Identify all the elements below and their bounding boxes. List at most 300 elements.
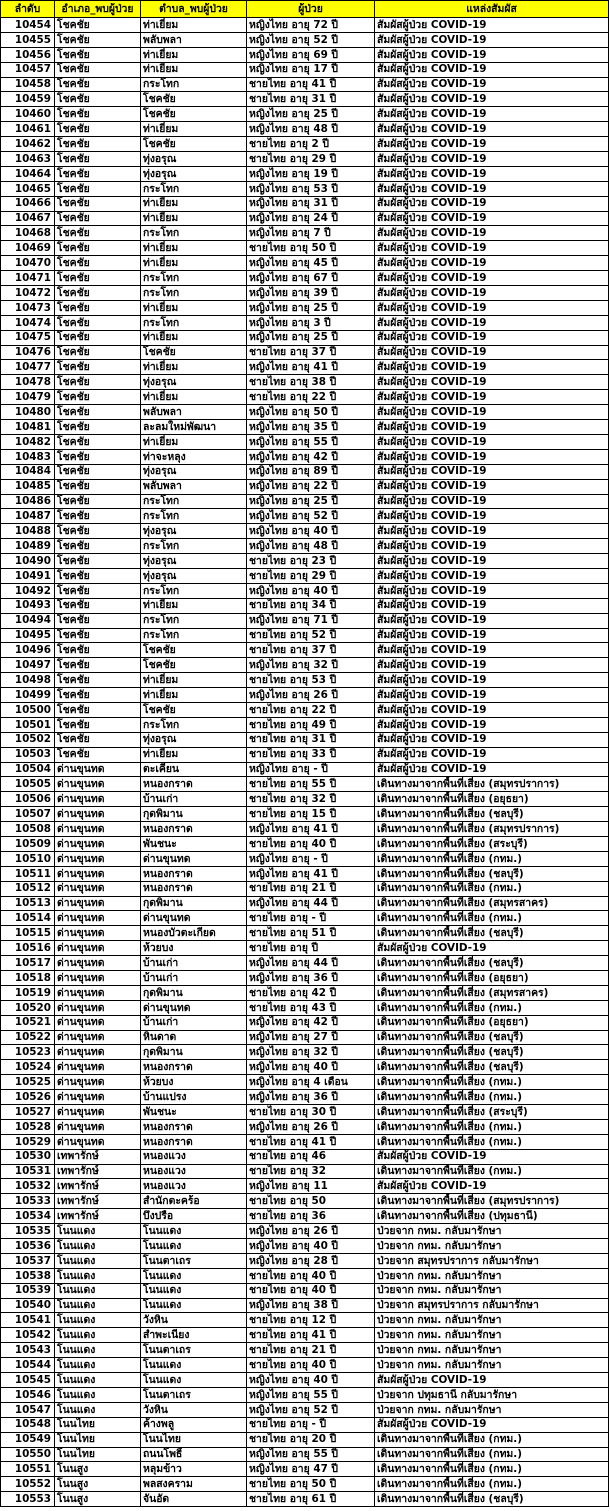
- table-row: [1, 1298, 609, 1313]
- cell-order: 10478: [1, 375, 55, 390]
- cell-district: โนนไทย: [55, 1432, 141, 1447]
- cell-patient: หญิงไทย อายุ 41 ปี: [247, 822, 375, 837]
- cell-patient: ชายไทย อายุ 32: [247, 1164, 375, 1179]
- table-row: [1, 137, 609, 152]
- cell-district: โชคชัย: [55, 77, 141, 92]
- cell-order: 10526: [1, 1090, 55, 1105]
- cell-subdistrict: หนองบัวตะเกียด: [141, 926, 247, 941]
- table-row: [1, 777, 609, 792]
- cell-source: เดินทางมาจากพื้นที่เสี่ยง (สมุทรปราการ): [375, 1194, 609, 1209]
- cell-subdistrict: พันชนะ: [141, 1105, 247, 1120]
- cell-subdistrict: กระโทก: [141, 77, 247, 92]
- table-row: [1, 524, 609, 539]
- cell-source: เดินทางมาจากพื้นที่เสี่ยง (กทม.): [375, 1432, 609, 1447]
- cell-subdistrict: หนองกราด: [141, 881, 247, 896]
- cell-source: เดินทางมาจากพื้นที่เสี่ยง (กทม.): [375, 1119, 609, 1134]
- cell-order: 10506: [1, 792, 55, 807]
- cell-subdistrict: กระโทก: [141, 181, 247, 196]
- cell-order: 10466: [1, 196, 55, 211]
- cell-patient: หญิงไทย อายุ 19 ปี: [247, 166, 375, 181]
- table-row: [1, 1492, 609, 1507]
- cell-order: 10527: [1, 1105, 55, 1120]
- cell-subdistrict: ถนนโพธิ์: [141, 1447, 247, 1462]
- cell-patient: หญิงไทย อายุ 35 ปี: [247, 420, 375, 435]
- cell-order: 10512: [1, 881, 55, 896]
- table-row: [1, 256, 609, 271]
- cell-source: สัมผัสผู้ป่วย COVID-19: [375, 464, 609, 479]
- cell-subdistrict: ท่าเยี่ยม: [141, 62, 247, 77]
- cell-district: ด่านขุนทด: [55, 896, 141, 911]
- table-row: [1, 747, 609, 762]
- cell-order: 10490: [1, 554, 55, 569]
- table-row: [1, 688, 609, 703]
- cell-subdistrict: โชคชัย: [141, 92, 247, 107]
- cell-district: โนนสูง: [55, 1462, 141, 1477]
- cell-order: 10487: [1, 509, 55, 524]
- table-row: [1, 1224, 609, 1239]
- table-row: [1, 330, 609, 345]
- cell-order: 10455: [1, 32, 55, 47]
- cell-order: 10496: [1, 643, 55, 658]
- cell-patient: ชายไทย อายุ 40 ปี: [247, 1268, 375, 1283]
- cell-order: 10547: [1, 1402, 55, 1417]
- cell-source: สัมผัสผู้ป่วย COVID-19: [375, 762, 609, 777]
- cell-source: สัมผัสผู้ป่วย COVID-19: [375, 330, 609, 345]
- cell-patient: ชายไทย อายุ 50: [247, 1194, 375, 1209]
- cell-patient: หญิงไทย อายุ 40 ปี: [247, 1239, 375, 1254]
- cell-patient: ชายไทย อายุ 29 ปี: [247, 152, 375, 167]
- cell-district: โนนสูง: [55, 1477, 141, 1492]
- cell-district: โชคชัย: [55, 330, 141, 345]
- cell-order: 10522: [1, 1030, 55, 1045]
- cell-source: ป่วยจาก กทม. กลับมารักษา: [375, 1313, 609, 1328]
- cell-subdistrict: ท่าเยี่ยม: [141, 122, 247, 137]
- table-row: [1, 822, 609, 837]
- cell-district: เทพารักษ์: [55, 1164, 141, 1179]
- cell-patient: หญิงไทย อายุ 72 ปี: [247, 18, 375, 33]
- header-row: [1, 1, 609, 18]
- cell-source: ป่วยจาก กทม. กลับมารักษา: [375, 1239, 609, 1254]
- cell-patient: ชายไทย อายุ 36: [247, 1209, 375, 1224]
- cell-patient: หญิงไทย อายุ 67 ปี: [247, 271, 375, 286]
- cell-source: สัมผัสผู้ป่วย COVID-19: [375, 315, 609, 330]
- cell-subdistrict: ท่าเยี่ยม: [141, 360, 247, 375]
- cell-district: ด่านขุนทด: [55, 836, 141, 851]
- cell-order: 10520: [1, 1000, 55, 1015]
- cell-district: ด่านขุนทด: [55, 1030, 141, 1045]
- cell-patient: หญิงไทย อายุ 42 ปี: [247, 1015, 375, 1030]
- cell-subdistrict: ห้วยบง: [141, 1075, 247, 1090]
- cell-order: 10456: [1, 47, 55, 62]
- cell-source: เดินทางมาจากพื้นที่เสี่ยง (กทม.): [375, 1000, 609, 1015]
- table-row: [1, 345, 609, 360]
- cell-source: เดินทางมาจากพื้นที่เสี่ยง (สระบุรี): [375, 836, 609, 851]
- cell-patient: ชายไทย อายุ - ปี: [247, 1417, 375, 1432]
- table-row: [1, 1045, 609, 1060]
- cell-patient: ชายไทย อายุ 53 ปี: [247, 673, 375, 688]
- table-row: [1, 18, 609, 33]
- cell-order: 10544: [1, 1358, 55, 1373]
- cell-district: โชคชัย: [55, 405, 141, 420]
- cell-order: 10481: [1, 420, 55, 435]
- cell-order: 10499: [1, 688, 55, 703]
- table-row: [1, 911, 609, 926]
- cell-district: ด่านขุนทด: [55, 1000, 141, 1015]
- cell-district: โชคชัย: [55, 673, 141, 688]
- cell-order: 10515: [1, 926, 55, 941]
- cell-source: เดินทางมาจากพื้นที่เสี่ยง (ชลบุรี): [375, 926, 609, 941]
- header-district: อำเภอ_พบผู้ป่วย: [55, 1, 141, 18]
- table-row: [1, 807, 609, 822]
- cell-source: ป่วยจาก กทม. กลับมารักษา: [375, 1402, 609, 1417]
- cell-district: โชคชัย: [55, 211, 141, 226]
- cell-subdistrict: โนนแดง: [141, 1298, 247, 1313]
- cell-patient: หญิงไทย อายุ 4 เดือน: [247, 1075, 375, 1090]
- cell-subdistrict: กระโทก: [141, 271, 247, 286]
- cell-district: ด่านขุนทด: [55, 1134, 141, 1149]
- cell-order: 10461: [1, 122, 55, 137]
- cell-order: 10476: [1, 345, 55, 360]
- cell-district: ด่านขุนทด: [55, 1060, 141, 1075]
- table-row: [1, 985, 609, 1000]
- cell-patient: หญิงไทย อายุ 71 ปี: [247, 613, 375, 628]
- cell-source: สัมผัสผู้ป่วย COVID-19: [375, 583, 609, 598]
- cell-order: 10538: [1, 1268, 55, 1283]
- table-row: [1, 226, 609, 241]
- cell-district: โนนแดง: [55, 1239, 141, 1254]
- cell-district: โชคชัย: [55, 18, 141, 33]
- table-row: [1, 1105, 609, 1120]
- cell-district: ด่านขุนทด: [55, 971, 141, 986]
- cell-source: สัมผัสผู้ป่วย COVID-19: [375, 449, 609, 464]
- table-row: [1, 1402, 609, 1417]
- cell-subdistrict: ด่านขุนทด: [141, 911, 247, 926]
- cell-district: โชคชัย: [55, 509, 141, 524]
- table-row: [1, 152, 609, 167]
- cell-district: โชคชัย: [55, 196, 141, 211]
- cell-order: 10483: [1, 449, 55, 464]
- cell-subdistrict: ท่าเยี่ยม: [141, 330, 247, 345]
- table-row: [1, 300, 609, 315]
- table-row: [1, 792, 609, 807]
- table-row: [1, 554, 609, 569]
- cell-order: 10535: [1, 1224, 55, 1239]
- cell-order: 10551: [1, 1462, 55, 1477]
- cell-subdistrict: ท่าเยี่ยม: [141, 390, 247, 405]
- table-row: [1, 271, 609, 286]
- cell-district: โชคชัย: [55, 688, 141, 703]
- cell-order: 10489: [1, 539, 55, 554]
- table-row: [1, 539, 609, 554]
- table-row: [1, 196, 609, 211]
- cell-district: โชคชัย: [55, 375, 141, 390]
- cell-district: โชคชัย: [55, 315, 141, 330]
- cell-patient: หญิงไทย อายุ 38 ปี: [247, 1298, 375, 1313]
- table-row: [1, 1417, 609, 1432]
- cell-patient: ชายไทย อายุ 41 ปี: [247, 77, 375, 92]
- cell-source: เดินทางมาจากพื้นที่เสี่ยง (ชลบุรี): [375, 1045, 609, 1060]
- cell-district: โชคชัย: [55, 583, 141, 598]
- cell-source: เดินทางมาจากพื้นที่เสี่ยง (สมุทรปราการ): [375, 777, 609, 792]
- cell-subdistrict: หนองกราด: [141, 1119, 247, 1134]
- cell-source: เดินทางมาจากพื้นที่เสี่ยง (กทม.): [375, 1447, 609, 1462]
- cell-district: โชคชัย: [55, 107, 141, 122]
- cell-source: สัมผัสผู้ป่วย COVID-19: [375, 688, 609, 703]
- cell-district: โชคชัย: [55, 256, 141, 271]
- cell-order: 10509: [1, 836, 55, 851]
- cell-order: 10539: [1, 1283, 55, 1298]
- cell-patient: ชายไทย อายุ 52 ปี: [247, 628, 375, 643]
- cell-source: สัมผัสผู้ป่วย COVID-19: [375, 613, 609, 628]
- cell-subdistrict: ท่าเยี่ยม: [141, 300, 247, 315]
- cell-subdistrict: บึงปรือ: [141, 1209, 247, 1224]
- cell-source: สัมผัสผู้ป่วย COVID-19: [375, 1149, 609, 1164]
- cell-district: โนนแดง: [55, 1343, 141, 1358]
- cell-order: 10524: [1, 1060, 55, 1075]
- cell-subdistrict: ท่าเยี่ยม: [141, 47, 247, 62]
- cell-district: ด่านขุนทด: [55, 1015, 141, 1030]
- cell-patient: หญิงไทย อายุ 25 ปี: [247, 300, 375, 315]
- cell-patient: ชายไทย อายุ 55 ปี: [247, 777, 375, 792]
- cell-subdistrict: ทุ่งอรุณ: [141, 524, 247, 539]
- cell-subdistrict: ท่าเยี่ยม: [141, 598, 247, 613]
- cell-subdistrict: โนนแดง: [141, 1358, 247, 1373]
- cell-order: 10500: [1, 702, 55, 717]
- table-row: [1, 1134, 609, 1149]
- cell-subdistrict: หนองกราด: [141, 822, 247, 837]
- table-row: [1, 658, 609, 673]
- cell-patient: ชายไทย อายุ 49 ปี: [247, 717, 375, 732]
- cell-order: 10493: [1, 598, 55, 613]
- cell-patient: หญิงไทย อายุ 17 ปี: [247, 62, 375, 77]
- cell-order: 10477: [1, 360, 55, 375]
- cell-subdistrict: ท่าเยี่ยม: [141, 211, 247, 226]
- cell-subdistrict: โชคชัย: [141, 137, 247, 152]
- cell-order: 10497: [1, 658, 55, 673]
- cell-order: 10459: [1, 92, 55, 107]
- cell-order: 10479: [1, 390, 55, 405]
- cell-district: ด่านขุนทด: [55, 926, 141, 941]
- cell-subdistrict: ทุ่งอรุณ: [141, 568, 247, 583]
- table-row: [1, 181, 609, 196]
- cell-patient: ชายไทย อายุ 41 ปี: [247, 1328, 375, 1343]
- table-row: [1, 1164, 609, 1179]
- cell-district: ด่านขุนทด: [55, 762, 141, 777]
- cell-patient: หญิงไทย อายุ 55 ปี: [247, 434, 375, 449]
- cell-district: โชคชัย: [55, 747, 141, 762]
- cell-subdistrict: บ้านแปรง: [141, 1090, 247, 1105]
- cell-subdistrict: บ้านเก่า: [141, 792, 247, 807]
- cell-subdistrict: พลับพลา: [141, 405, 247, 420]
- header-order: ลำดับ: [1, 1, 55, 18]
- cell-subdistrict: กุดพิมาน: [141, 807, 247, 822]
- cell-patient: หญิงไทย อายุ 52 ปี: [247, 1402, 375, 1417]
- table-row: [1, 360, 609, 375]
- cell-district: โชคชัย: [55, 420, 141, 435]
- cell-order: 10531: [1, 1164, 55, 1179]
- cell-patient: หญิงไทย อายุ 40 ปี: [247, 1060, 375, 1075]
- cell-source: สัมผัสผู้ป่วย COVID-19: [375, 241, 609, 256]
- cell-subdistrict: บ้านเก่า: [141, 956, 247, 971]
- cell-order: 10475: [1, 330, 55, 345]
- cell-source: สัมผัสผู้ป่วย COVID-19: [375, 286, 609, 301]
- cell-order: 10467: [1, 211, 55, 226]
- cell-district: โนนสูง: [55, 1492, 141, 1507]
- cell-district: โชคชัย: [55, 286, 141, 301]
- cell-patient: หญิงไทย อายุ 26 ปี: [247, 688, 375, 703]
- cell-source: สัมผัสผู้ป่วย COVID-19: [375, 345, 609, 360]
- cell-patient: หญิงไทย อายุ 40 ปี: [247, 524, 375, 539]
- cell-order: 10454: [1, 18, 55, 33]
- cell-subdistrict: โนนตาเถร: [141, 1343, 247, 1358]
- cell-source: เดินทางมาจากพื้นที่เสี่ยง (สระบุรี): [375, 1105, 609, 1120]
- table-row: [1, 315, 609, 330]
- cell-source: สัมผัสผู้ป่วย COVID-19: [375, 568, 609, 583]
- cell-order: 10472: [1, 286, 55, 301]
- cell-subdistrict: ท่าเยี่ยม: [141, 688, 247, 703]
- cell-district: ด่านขุนทด: [55, 807, 141, 822]
- cell-patient: หญิงไทย อายุ 32 ปี: [247, 658, 375, 673]
- cell-subdistrict: กุดพิมาน: [141, 896, 247, 911]
- cell-district: ด่านขุนทด: [55, 777, 141, 792]
- cell-subdistrict: พันชนะ: [141, 836, 247, 851]
- table-row: [1, 32, 609, 47]
- cell-subdistrict: วังหิน: [141, 1313, 247, 1328]
- cell-patient: หญิงไทย อายุ 55 ปี: [247, 1387, 375, 1402]
- cell-subdistrict: ทุ่งอรุณ: [141, 464, 247, 479]
- cell-order: 10504: [1, 762, 55, 777]
- cell-source: สัมผัสผู้ป่วย COVID-19: [375, 18, 609, 33]
- cell-subdistrict: โนนแดง: [141, 1268, 247, 1283]
- cell-source: เดินทางมาจากพื้นที่เสี่ยง (กทม.): [375, 851, 609, 866]
- cell-district: โนนแดง: [55, 1253, 141, 1268]
- cell-patient: หญิงไทย อายุ 25 ปี: [247, 330, 375, 345]
- cell-subdistrict: กระโทก: [141, 494, 247, 509]
- cell-order: 10486: [1, 494, 55, 509]
- cell-district: ด่านขุนทด: [55, 911, 141, 926]
- cell-source: เดินทางมาจากพื้นที่เสี่ยง (ชลบุรี): [375, 866, 609, 881]
- cell-district: เทพารักษ์: [55, 1194, 141, 1209]
- cell-order: 10521: [1, 1015, 55, 1030]
- cell-order: 10494: [1, 613, 55, 628]
- cell-source: เดินทางมาจากพื้นที่เสี่ยง (กทม.): [375, 911, 609, 926]
- cell-source: เดินทางมาจากพื้นที่เสี่ยง (ชลบุรี): [375, 1030, 609, 1045]
- cell-subdistrict: ท่าเยี่ยม: [141, 196, 247, 211]
- cell-district: โชคชัย: [55, 271, 141, 286]
- cell-patient: ชายไทย อายุ 38 ปี: [247, 375, 375, 390]
- cell-district: โชคชัย: [55, 613, 141, 628]
- cell-patient: หญิงไทย อายุ 32 ปี: [247, 1045, 375, 1060]
- cell-subdistrict: โนนแดง: [141, 1224, 247, 1239]
- cell-order: 10491: [1, 568, 55, 583]
- cell-district: ด่านขุนทด: [55, 881, 141, 896]
- cell-source: สัมผัสผู้ป่วย COVID-19: [375, 1373, 609, 1388]
- cell-patient: หญิงไทย อายุ 27 ปี: [247, 1030, 375, 1045]
- cell-order: 10543: [1, 1343, 55, 1358]
- cell-district: โชคชัย: [55, 166, 141, 181]
- table-row: [1, 211, 609, 226]
- table-row: [1, 613, 609, 628]
- cell-patient: ชายไทย อายุ 22 ปี: [247, 390, 375, 405]
- cell-source: สัมผัสผู้ป่วย COVID-19: [375, 717, 609, 732]
- table-row: [1, 107, 609, 122]
- cell-district: โชคชัย: [55, 345, 141, 360]
- cell-order: 10534: [1, 1209, 55, 1224]
- cell-subdistrict: กระโทก: [141, 226, 247, 241]
- cell-subdistrict: บ้านเก่า: [141, 971, 247, 986]
- cell-subdistrict: ด่านขุนทด: [141, 1000, 247, 1015]
- cell-patient: หญิงไทย อายุ 48 ปี: [247, 122, 375, 137]
- table-row: [1, 673, 609, 688]
- table-row: [1, 1373, 609, 1388]
- cell-district: โชคชัย: [55, 717, 141, 732]
- cell-source: สัมผัสผู้ป่วย COVID-19: [375, 1417, 609, 1432]
- cell-order: 10480: [1, 405, 55, 420]
- cell-source: เดินทางมาจากพื้นที่เสี่ยง (กทม.): [375, 1462, 609, 1477]
- cell-patient: ชายไทย อายุ ปี: [247, 941, 375, 956]
- cell-district: เทพารักษ์: [55, 1209, 141, 1224]
- cell-subdistrict: โนนไทย: [141, 1432, 247, 1447]
- cell-district: โนนแดง: [55, 1313, 141, 1328]
- cell-district: ด่านขุนทด: [55, 1045, 141, 1060]
- table-row: [1, 1119, 609, 1134]
- cell-patient: หญิงไทย อายุ 50 ปี: [247, 405, 375, 420]
- cell-patient: ชายไทย อายุ 12 ปี: [247, 1313, 375, 1328]
- table-row: [1, 479, 609, 494]
- cell-subdistrict: ด่านขุนทด: [141, 851, 247, 866]
- cell-order: 10550: [1, 1447, 55, 1462]
- cell-order: 10458: [1, 77, 55, 92]
- cell-district: ด่านขุนทด: [55, 822, 141, 837]
- table-row: [1, 1268, 609, 1283]
- cell-subdistrict: สำนักตะคร้อ: [141, 1194, 247, 1209]
- cell-order: 10533: [1, 1194, 55, 1209]
- cell-patient: ชายไทย อายุ 51 ปี: [247, 926, 375, 941]
- table-row: [1, 434, 609, 449]
- table-row: [1, 47, 609, 62]
- cell-patient: หญิงไทย อายุ 42 ปี: [247, 449, 375, 464]
- cell-source: ป่วยจาก กทม. กลับมารักษา: [375, 1268, 609, 1283]
- cell-subdistrict: หนองกราด: [141, 1060, 247, 1075]
- cell-order: 10514: [1, 911, 55, 926]
- cell-source: สัมผัสผู้ป่วย COVID-19: [375, 32, 609, 47]
- table-row: [1, 926, 609, 941]
- cell-subdistrict: โนนตาเถร: [141, 1387, 247, 1402]
- cell-subdistrict: หนองแวง: [141, 1149, 247, 1164]
- cell-patient: ชายไทย อายุ 40 ปี: [247, 1283, 375, 1298]
- cell-order: 10488: [1, 524, 55, 539]
- cell-patient: หญิงไทย อายุ 31 ปี: [247, 196, 375, 211]
- cell-district: โชคชัย: [55, 524, 141, 539]
- cell-patient: หญิงไทย อายุ 28 ปี: [247, 1253, 375, 1268]
- cell-subdistrict: หนองกราด: [141, 866, 247, 881]
- cell-source: สัมผัสผู้ป่วย COVID-19: [375, 181, 609, 196]
- cell-source: สัมผัสผู้ป่วย COVID-19: [375, 509, 609, 524]
- cell-subdistrict: กุดพิมาน: [141, 1045, 247, 1060]
- cell-patient: ชายไทย อายุ 2 ปี: [247, 137, 375, 152]
- cell-district: โชคชัย: [55, 449, 141, 464]
- cell-source: เดินทางมาจากพื้นที่เสี่ยง (ชลบุรี): [375, 956, 609, 971]
- table-row: [1, 1030, 609, 1045]
- cell-patient: หญิงไทย อายุ 36 ปี: [247, 971, 375, 986]
- cell-subdistrict: วังหิน: [141, 1402, 247, 1417]
- cell-order: 10552: [1, 1477, 55, 1492]
- table-row: [1, 971, 609, 986]
- table-row: [1, 583, 609, 598]
- cell-district: โชคชัย: [55, 226, 141, 241]
- cell-source: สัมผัสผู้ป่วย COVID-19: [375, 1179, 609, 1194]
- cell-source: สัมผัสผู้ป่วย COVID-19: [375, 673, 609, 688]
